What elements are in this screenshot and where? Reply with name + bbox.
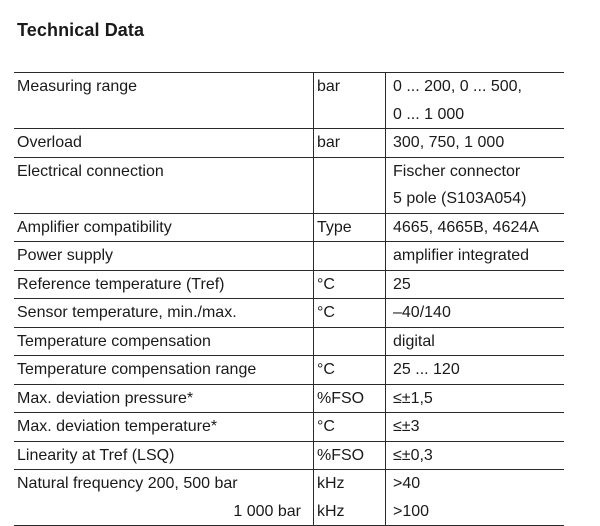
unit-cell: °C [314, 270, 386, 299]
table-row [14, 470, 564, 498]
table-row [14, 384, 564, 413]
value-cell: 4665, 4665B, 4624A [386, 213, 565, 242]
parameter-cell: Temperature compensation range [14, 356, 314, 385]
value-cell: 300, 750, 1 000 [386, 129, 565, 158]
unit-cell: bar [314, 73, 386, 129]
table-row [14, 413, 564, 442]
unit-cell [314, 327, 386, 356]
value-cell: 25 ... 120 [386, 356, 565, 385]
value-line: 0 ... 200, 0 ... 500, [393, 78, 522, 95]
table-row [14, 129, 564, 158]
table-row [14, 213, 564, 242]
value-cell: ≤±1,5 [386, 384, 565, 413]
value-cell [386, 73, 565, 129]
parameter-cell: 1 000 bar [14, 498, 314, 526]
value-cell: >100 [386, 498, 565, 526]
value-cell: 25 [386, 270, 565, 299]
unit-cell: °C [314, 413, 386, 442]
parameter-cell: Electrical connection [14, 157, 314, 213]
table-row [14, 242, 564, 271]
value-line: Fischer connector [393, 162, 521, 180]
parameter-cell: Max. deviation temperature* [14, 413, 314, 442]
parameter-cell: Sensor temperature, min./max. [14, 299, 314, 328]
unit-cell: kHz [314, 498, 386, 526]
parameter-cell: Natural frequency 200, 500 bar [14, 470, 314, 498]
technical-data-table [14, 72, 564, 526]
parameter-cell: Measuring range [14, 73, 314, 129]
unit-cell [314, 242, 386, 271]
unit-cell: °C [314, 299, 386, 328]
parameter-cell: Linearity at Tref (LSQ) [14, 441, 314, 470]
table-row [14, 498, 564, 526]
unit-cell: kHz [314, 470, 386, 498]
value-cell [386, 157, 565, 213]
value-cell: ≤±3 [386, 413, 565, 442]
table-row [14, 270, 564, 299]
table-row [14, 441, 564, 470]
unit-cell: °C [314, 356, 386, 385]
value-cell: –40/140 [386, 299, 565, 328]
value-cell: digital [386, 327, 565, 356]
value-line: 5 pole (S103A054) [393, 190, 527, 207]
value-cell: >40 [386, 470, 565, 498]
parameter-cell: Overload [14, 129, 314, 158]
table-row [14, 356, 564, 385]
parameter-cell: Temperature compensation [14, 327, 314, 356]
table-row [14, 157, 564, 213]
unit-cell [314, 157, 386, 213]
parameter-cell: Reference temperature (Tref) [14, 270, 314, 299]
value-cell: ≤±0,3 [386, 441, 565, 470]
table-row [14, 299, 564, 328]
unit-cell: %FSO [314, 441, 386, 470]
unit-cell: bar [314, 129, 386, 158]
unit-cell: Type [314, 213, 386, 242]
parameter-cell: Power supply [14, 242, 314, 271]
unit-cell: %FSO [314, 384, 386, 413]
table-row [14, 327, 564, 356]
parameter-cell: Amplifier compatibility [14, 213, 314, 242]
section-title: Technical Data [17, 20, 145, 40]
value-cell: amplifier integrated [386, 242, 565, 271]
value-line: 0 ... 1 000 [393, 105, 465, 123]
parameter-cell: Max. deviation pressure* [14, 384, 314, 413]
table-row [14, 73, 564, 129]
